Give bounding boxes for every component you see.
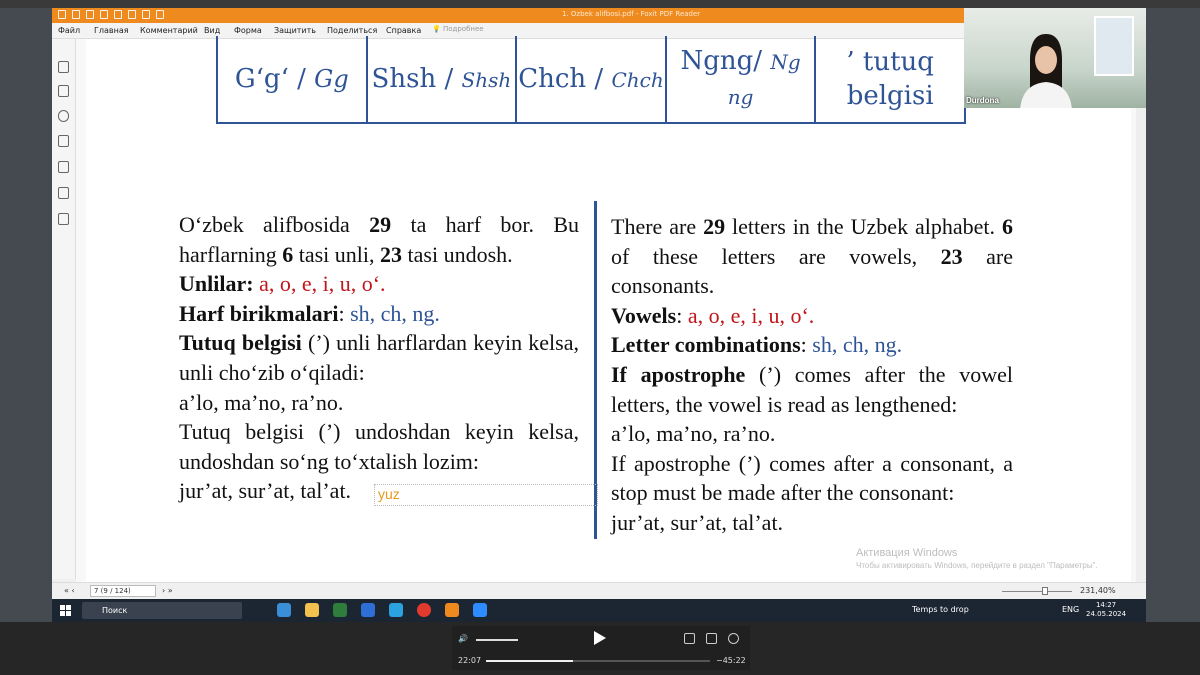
combinations-line: Letter combinations: sh, ch, ng. xyxy=(611,332,903,358)
vowels-line: Vowels: a, o, e, i, u, o‘. xyxy=(611,302,815,328)
letter-latin: Chch xyxy=(518,63,587,94)
mail-icon[interactable] xyxy=(361,603,375,617)
quick-access-toolbar xyxy=(58,10,164,19)
print-icon[interactable] xyxy=(100,10,108,19)
letter-table xyxy=(216,36,966,124)
activation-subtitle: Чтобы активировать Windows, перейдите в раздел "Параметры". xyxy=(856,561,1098,570)
next-page-icon[interactable]: › » xyxy=(162,586,173,595)
apostrophe-vowel-examples: a’lo, ma’no, ra’no. xyxy=(179,389,344,415)
intro-paragraph: O‘zbek alifbosida 29 ta harf bor. Bu harflarning 6 tasi unli, 23 tasi undosh. xyxy=(179,212,579,267)
clock[interactable] xyxy=(1086,601,1126,619)
prev-page-icon[interactable]: « ‹ xyxy=(64,586,75,595)
window-title: 1. Ozbek alifbosi.pdf - Foxit PDF Reader xyxy=(562,10,701,18)
letter-cell-chch: Chch / Chch xyxy=(517,36,667,122)
apostrophe-vowel-examples: a’lo, ma’no, ra’no. xyxy=(611,421,776,447)
apostrophe-consonant-rule: If apostrophe (’) comes after a consonant, a stop must be made after the consonant: xyxy=(611,450,1013,506)
page-number-input[interactable]: 7 (9 / 124) xyxy=(90,585,156,597)
fullscreen-icon[interactable] xyxy=(684,633,695,644)
clock-time: 14:27 xyxy=(1095,601,1117,609)
taskbar-search[interactable]: Поиск xyxy=(82,602,242,619)
clock-date: 24.05.2024 xyxy=(1086,610,1127,618)
menu-view[interactable]: Вид xyxy=(204,26,221,35)
outer-desktop-top xyxy=(0,0,1200,8)
video-player-controls xyxy=(452,626,750,670)
menu-form[interactable]: Форма xyxy=(234,26,262,35)
title-bar xyxy=(52,8,964,23)
navigation-panel xyxy=(52,39,76,579)
tell-me-search[interactable]: 💡 Подробнее xyxy=(432,25,484,33)
menu-comment[interactable]: Комментарий xyxy=(140,26,198,35)
participant-name: Durdona xyxy=(966,96,999,105)
signature-icon[interactable] xyxy=(58,213,69,225)
menu-home[interactable]: Главная xyxy=(94,26,129,35)
layers-icon[interactable] xyxy=(58,135,69,147)
menu-help[interactable]: Справка xyxy=(386,26,422,35)
letter-script: Gg xyxy=(314,65,349,93)
document-view[interactable] xyxy=(76,39,1136,582)
annotation-text[interactable]: yuz xyxy=(378,486,400,502)
comments-icon[interactable] xyxy=(58,110,69,122)
letter-latin: ’ tutuq belgisi xyxy=(846,47,934,111)
zoom-app-icon[interactable] xyxy=(473,603,487,617)
video-window-frame xyxy=(1094,16,1134,76)
vowels-line: Unlilar: a, o, e, i, u, o‘. xyxy=(179,271,386,297)
redo-icon[interactable] xyxy=(142,10,150,19)
status-bar xyxy=(52,582,1146,599)
store-icon[interactable] xyxy=(333,603,347,617)
outer-desktop-right xyxy=(1146,8,1200,628)
letter-cell-apostrophe xyxy=(816,36,964,122)
intro-paragraph: There are 29 letters in the Uzbek alphabet. 6 of these letters are vowels, 23 are consonants. xyxy=(611,214,1013,299)
english-text-column xyxy=(611,212,1013,538)
apostrophe-consonant-rule: Tutuq belgisi (’) undoshdan keyin kelsa, undoshdan so‘ng to‘xtalish lozim: xyxy=(179,419,579,474)
menu-protect[interactable]: Защитить xyxy=(274,26,316,35)
participant-avatar xyxy=(1016,30,1076,108)
remaining-time: −45:22 xyxy=(716,656,746,665)
security-icon[interactable] xyxy=(58,187,69,199)
foxit-icon[interactable] xyxy=(445,603,459,617)
weather-widget[interactable]: Temps to drop xyxy=(912,605,969,614)
letter-script: Ng ng xyxy=(727,50,801,109)
explorer-icon[interactable] xyxy=(305,603,319,617)
edge-icon[interactable] xyxy=(277,603,291,617)
seek-progress xyxy=(486,660,573,662)
apostrophe-vowel-rule: Tutuq belgisi (’) unli harflardan keyin kelsa, unli cho‘zib o‘qiladi: xyxy=(179,330,579,385)
captions-icon[interactable] xyxy=(706,633,717,644)
pdf-page xyxy=(86,39,1131,582)
bookmark-icon[interactable] xyxy=(58,61,69,73)
menu-share[interactable]: Поделиться xyxy=(327,26,378,35)
tell-me-label: Подробнее xyxy=(442,25,484,33)
outer-desktop-left xyxy=(0,8,52,628)
elapsed-time: 22:07 xyxy=(458,656,482,665)
uzbek-text-column xyxy=(179,210,579,506)
activation-title: Активация Windows xyxy=(856,547,958,559)
windows-activation-watermark xyxy=(856,547,1098,570)
volume-slider[interactable] xyxy=(476,639,518,641)
zoom-level[interactable]: 231,40% xyxy=(1080,586,1116,595)
new-icon[interactable] xyxy=(114,10,122,19)
letter-cell-shsh: Shsh / Shsh xyxy=(368,36,518,122)
volume-icon[interactable]: 🔊 xyxy=(458,634,468,643)
hand-tool-icon[interactable] xyxy=(156,10,164,19)
telegram-icon[interactable] xyxy=(389,603,403,617)
text-annotation-box[interactable] xyxy=(374,484,598,506)
participant-video[interactable] xyxy=(964,8,1146,108)
open-icon[interactable] xyxy=(72,10,80,19)
windows-taskbar xyxy=(52,599,1146,622)
vertical-scrollbar[interactable] xyxy=(1136,39,1146,582)
undo-icon[interactable] xyxy=(128,10,136,19)
save-icon[interactable] xyxy=(86,10,94,19)
letter-latin: Ngng xyxy=(680,46,754,76)
language-indicator[interactable]: ENG xyxy=(1062,605,1080,614)
apostrophe-consonant-examples: jur’at, sur’at, tal’at. xyxy=(611,509,784,535)
zoom-slider[interactable] xyxy=(1002,591,1072,592)
play-icon[interactable] xyxy=(594,631,606,645)
letter-cell-gg: G‘g‘ / Gg xyxy=(218,36,368,122)
attachment-icon[interactable] xyxy=(58,161,69,173)
app-logo-icon[interactable] xyxy=(58,10,66,19)
letter-cell-ngng: Ngng/ Ng ng xyxy=(667,36,817,122)
yandex-icon[interactable] xyxy=(417,603,431,617)
letter-script: Chch xyxy=(611,67,664,92)
letter-latin: Shsh xyxy=(371,63,437,94)
zoom-slider-handle[interactable] xyxy=(1042,587,1048,595)
apostrophe-consonant-examples: jur’at, sur’at, tal’at. xyxy=(179,478,352,504)
letter-latin: G‘g‘ xyxy=(234,64,289,94)
pages-icon[interactable] xyxy=(58,85,69,97)
combinations-line: Harf birikmalari: sh, ch, ng. xyxy=(179,300,440,326)
letter-script: Shsh xyxy=(461,67,512,92)
settings-icon[interactable] xyxy=(728,633,739,644)
windows-start-icon[interactable] xyxy=(60,605,71,616)
apostrophe-vowel-rule: If apostrophe (’) comes after the vowel letters, the vowel is read as lengthened: xyxy=(611,361,1013,417)
menu-file[interactable]: Файл xyxy=(58,26,81,35)
